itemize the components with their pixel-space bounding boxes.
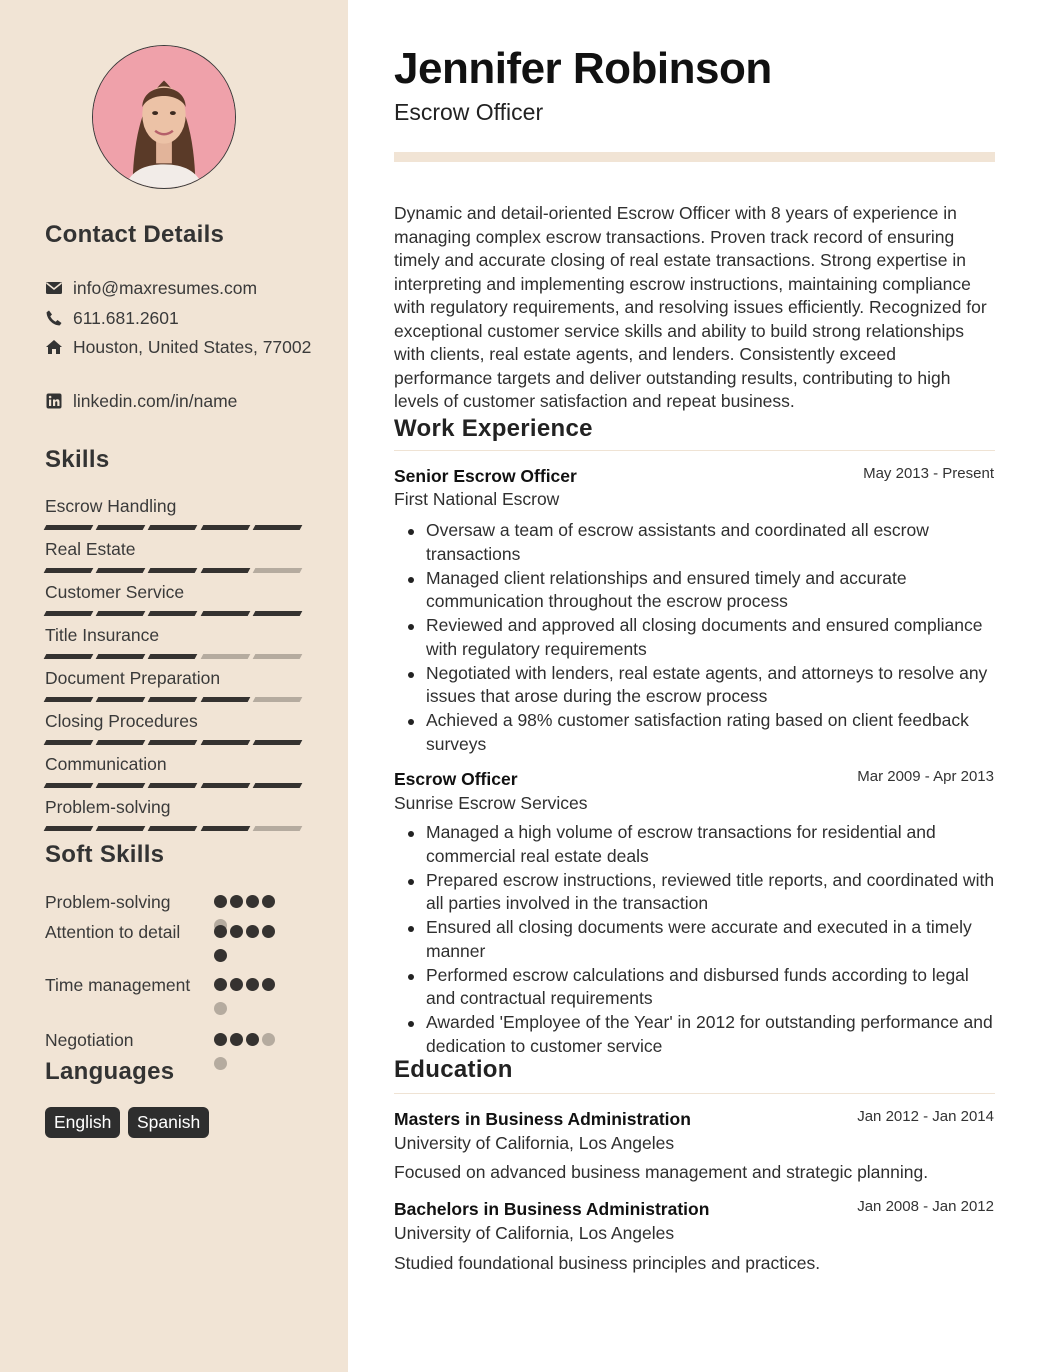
- skill-level-bar: [45, 783, 301, 788]
- skill-level-segment: [44, 697, 94, 702]
- skill-level-bar: [45, 525, 301, 530]
- rating-dot: [214, 895, 227, 908]
- job-role: Senior Escrow Officer: [394, 466, 577, 486]
- section-divider: [394, 1093, 995, 1094]
- skill-level-segment: [148, 611, 198, 616]
- skill-level-segment: [148, 654, 198, 659]
- rating-dot: [230, 925, 243, 938]
- phone-icon: [45, 309, 63, 327]
- rating-dot: [246, 895, 259, 908]
- skill-level-segment: [96, 697, 146, 702]
- rating-dot: [214, 1057, 227, 1070]
- soft-skill-label: Time management: [45, 975, 191, 995]
- candidate-name: Jennifer Robinson: [394, 44, 772, 93]
- skill-level-segment: [96, 826, 146, 831]
- profile-summary: Dynamic and detail-oriented Escrow Officer with 8 years of experience in managing complex escrow transactions. Proven track record of ensuring timely and accurate closing of real estate transactions. Strong expertise in interpreting and implementing escrow instructions, maintaining compliance with regulatory requirements, and resolving issues efficiently. Recognized for exceptional customer service skills and ability to build strong relationships with clients, real estate agents, and lenders. Consistently exceed performance targets and deliver outstanding results, contributing to high levels of customer satisfaction and repeat business.: [394, 203, 987, 411]
- rating-dot: [262, 978, 275, 991]
- soft-skill-label: Negotiation: [45, 1030, 134, 1050]
- list-item: Prepared escrow instructions, reviewed title reports, and coordinated with all parties involved in the transaction: [394, 869, 998, 916]
- job-role: Escrow Officer: [394, 769, 518, 789]
- skill-level-segment: [200, 783, 250, 788]
- skill-level-segment: [252, 525, 302, 530]
- rating-dot: [262, 895, 275, 908]
- degree-description: Studied foundational business principles and practices.: [394, 1253, 821, 1273]
- rating-dot: [214, 1033, 227, 1046]
- degree-dates: Jan 2012 - Jan 2014: [857, 1108, 994, 1125]
- skill-level-bar: [45, 568, 301, 573]
- list-item: Awarded 'Employee of the Year' in 2012 for outstanding performance and dedication to customer service: [394, 1011, 998, 1058]
- soft-skill-label: Attention to detail: [45, 922, 181, 942]
- envelope-icon: [45, 279, 63, 297]
- avatar: [92, 45, 236, 189]
- list-item: Managed a high volume of escrow transactions for residential and commercial real estate deals: [394, 821, 998, 868]
- section-divider: [394, 450, 995, 451]
- skill-level-segment: [148, 525, 198, 530]
- language-pill: Spanish: [128, 1107, 209, 1138]
- list-item: Performed escrow calculations and disbursed funds according to legal and contractual requirements: [394, 964, 998, 1011]
- contact-heading: Contact Details: [45, 221, 225, 248]
- skill-level-bar: [45, 697, 301, 702]
- soft-skill-label: Problem-solving: [45, 892, 171, 912]
- list-item: Managed client relationships and ensured timely and accurate communication throughout the escrow process: [394, 567, 998, 614]
- job-company: Sunrise Escrow Services: [394, 793, 588, 813]
- education-heading: Education: [394, 1056, 513, 1083]
- list-item: Ensured all closing documents were accurate and executed in a timely manner: [394, 916, 998, 963]
- skill-level-segment: [252, 826, 302, 831]
- school-name: University of California, Los Angeles: [394, 1223, 675, 1243]
- skill-level-segment: [200, 525, 250, 530]
- email-text: info@maxresumes.com: [73, 278, 258, 298]
- soft-skills-heading: Soft Skills: [45, 841, 165, 868]
- address-text: Houston, United States, 77002: [73, 337, 312, 357]
- skill-label: Escrow Handling: [45, 496, 177, 516]
- skill-level-segment: [44, 654, 94, 659]
- skill-level-segment: [44, 611, 94, 616]
- work-experience-heading: Work Experience: [394, 415, 593, 442]
- skill-label: Document Preparation: [45, 668, 221, 688]
- skill-label: Closing Procedures: [45, 711, 198, 731]
- skill-level-bar: [45, 740, 301, 745]
- home-icon: [45, 338, 63, 356]
- job-company: First National Escrow: [394, 489, 560, 509]
- candidate-title: Escrow Officer: [394, 99, 544, 125]
- skill-level-segment: [44, 568, 94, 573]
- skill-label: Communication: [45, 754, 167, 774]
- skill-level-segment: [44, 740, 94, 745]
- skill-level-segment: [96, 525, 146, 530]
- skill-level-segment: [148, 783, 198, 788]
- rating-dot: [262, 1033, 275, 1046]
- skill-level-segment: [200, 568, 250, 573]
- skills-heading: Skills: [45, 446, 110, 473]
- skill-level-segment: [252, 740, 302, 745]
- header-divider: [394, 152, 995, 162]
- job-dates: Mar 2009 - Apr 2013: [857, 768, 994, 785]
- language-pill: English: [45, 1107, 120, 1138]
- degree-title: Bachelors in Business Administration: [394, 1199, 710, 1219]
- skill-level-segment: [44, 783, 94, 788]
- linkedin-text: linkedin.com/in/name: [73, 391, 238, 411]
- skill-level-segment: [200, 826, 250, 831]
- skill-level-segment: [148, 826, 198, 831]
- skill-level-bar: [45, 611, 301, 616]
- skill-level-segment: [44, 525, 94, 530]
- rating-dot: [214, 1002, 227, 1015]
- list-item: Oversaw a team of escrow assistants and coordinated all escrow transactions: [394, 519, 998, 566]
- skill-level-segment: [96, 740, 146, 745]
- skill-level-segment: [96, 568, 146, 573]
- skill-level-segment: [252, 611, 302, 616]
- skill-level-segment: [148, 740, 198, 745]
- skill-label: Real Estate: [45, 539, 136, 559]
- skill-label: Customer Service: [45, 582, 185, 602]
- degree-description: Focused on advanced business management and strategic planning.: [394, 1162, 929, 1182]
- list-item: Negotiated with lenders, real estate agents, and attorneys to resolve any issues that arose during the escrow process: [394, 662, 998, 709]
- rating-dot: [214, 949, 227, 962]
- skill-level-segment: [200, 697, 250, 702]
- sidebar: [0, 0, 348, 1372]
- phone-text: 611.681.2601: [73, 308, 179, 328]
- skill-level-segment: [96, 654, 146, 659]
- skill-label: Problem-solving: [45, 797, 171, 817]
- job-dates: May 2013 - Present: [863, 465, 994, 482]
- skill-level-segment: [200, 654, 250, 659]
- skill-level-segment: [252, 654, 302, 659]
- skill-level-bar: [45, 826, 301, 831]
- list-item: Reviewed and approved all closing documents and ensured compliance with regulatory requirements: [394, 614, 998, 661]
- rating-dot: [230, 978, 243, 991]
- profile-photo: [93, 46, 235, 188]
- job-bullets: [394, 519, 998, 757]
- skill-level-bar: [45, 654, 301, 659]
- skill-level-segment: [200, 611, 250, 616]
- rating-dot: [214, 925, 227, 938]
- skill-level-segment: [96, 783, 146, 788]
- skill-level-segment: [200, 740, 250, 745]
- skill-level-segment: [252, 568, 302, 573]
- main-content: [348, 0, 1040, 1372]
- list-item: Achieved a 98% customer satisfaction rating based on client feedback surveys: [394, 709, 998, 756]
- skill-label: Title Insurance: [45, 625, 160, 645]
- rating-dot: [230, 1033, 243, 1046]
- skill-level-segment: [252, 783, 302, 788]
- rating-dot: [246, 925, 259, 938]
- job-bullets: [394, 821, 998, 1059]
- skill-level-segment: [44, 826, 94, 831]
- languages-heading: Languages: [45, 1058, 175, 1085]
- skill-level-segment: [148, 568, 198, 573]
- degree-title: Masters in Business Administration: [394, 1109, 691, 1129]
- degree-dates: Jan 2008 - Jan 2012: [857, 1198, 994, 1215]
- school-name: University of California, Los Angeles: [394, 1133, 675, 1153]
- rating-dot: [246, 978, 259, 991]
- rating-dot: [230, 895, 243, 908]
- rating-dot: [246, 1033, 259, 1046]
- rating-dot: [262, 925, 275, 938]
- rating-dot: [214, 978, 227, 991]
- skill-level-segment: [252, 697, 302, 702]
- linkedin-icon: [45, 392, 63, 410]
- skill-level-segment: [96, 611, 146, 616]
- skill-level-segment: [148, 697, 198, 702]
